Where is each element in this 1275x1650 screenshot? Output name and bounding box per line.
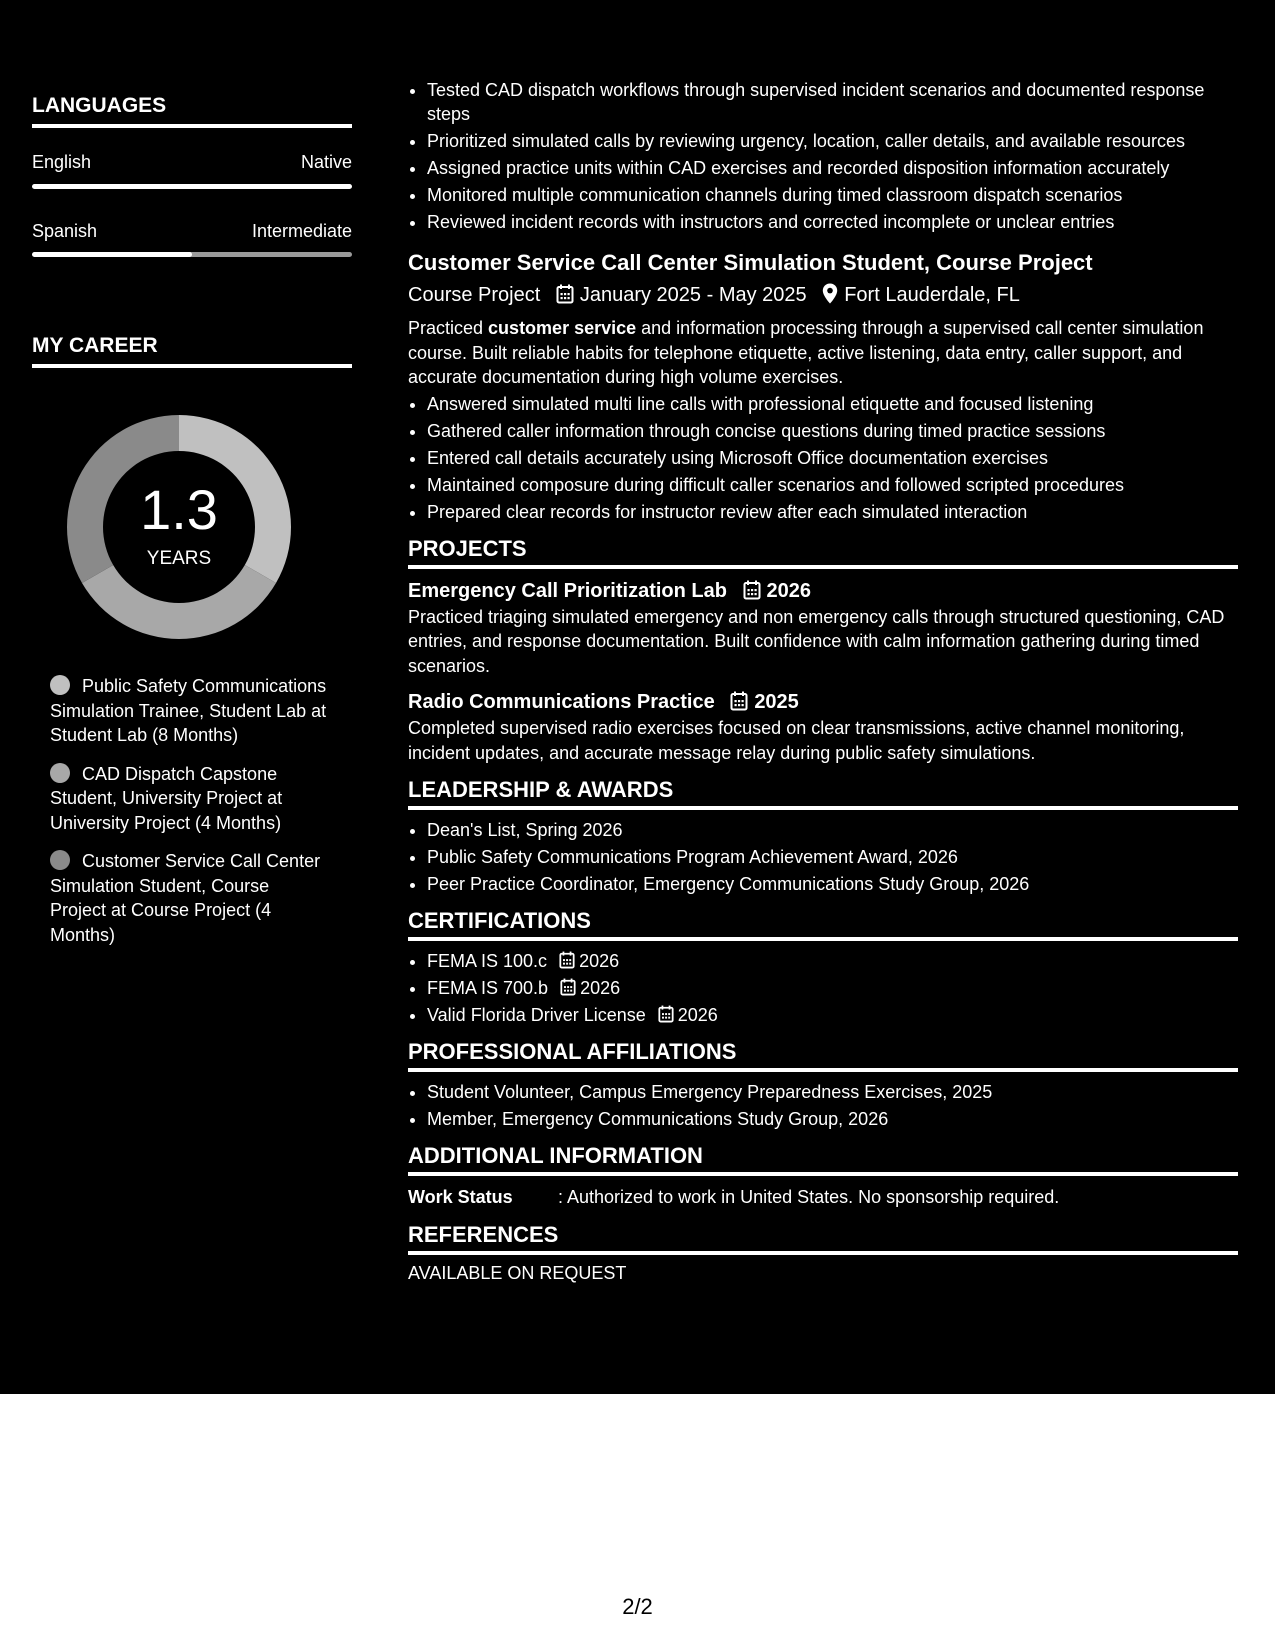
experience-years-unit: YEARS	[146, 548, 212, 569]
calendar-icon	[556, 284, 574, 304]
main-inner	[408, 78, 1238, 1284]
experience-years-value: 1.3	[140, 478, 218, 541]
experience-description	[408, 316, 1238, 390]
project-title	[408, 688, 1238, 716]
project-description: Practiced triaging simulated emergency and non emergency calls through structured questioning, CAD entries, and response documentation. Built confidence with calm information gathering during timed scenarios.	[408, 606, 1225, 676]
list-item: • Student Volunteer, Campus Emergency Preparedness Exercises, 2025	[427, 1080, 1238, 1104]
career-item	[50, 849, 330, 947]
certification-year: 2026	[677, 1005, 718, 1025]
work-status-row	[408, 1184, 1238, 1210]
list-item: • Prioritized simulated calls by reviewing urgency, location, caller details, and available resources	[427, 129, 1238, 153]
list-item: • Member, Emergency Communications Study Group, 2026	[427, 1107, 1238, 1131]
career-list	[50, 674, 330, 961]
list-item: • Dean's List, Spring 2026	[427, 818, 1238, 842]
project-year: 2025	[754, 691, 799, 713]
calendar-icon	[730, 691, 748, 711]
certification-year: 2026	[579, 951, 620, 971]
language-bar-english	[32, 184, 352, 189]
affiliations-list	[408, 1080, 1238, 1131]
language-level: Intermediate	[251, 221, 352, 241]
career-dot-icon	[50, 763, 70, 783]
list-item: • Assigned practice units within CAD exercises and recorded disposition information accurately	[427, 156, 1238, 180]
list-item: • Peer Practice Coordinator, Emergency Communications Study Group, 2026	[427, 872, 1238, 896]
affiliations-heading: PROFESSIONAL AFFILIATIONS	[408, 1039, 1238, 1072]
experience-location: Fort Lauderdale, FL	[844, 284, 1020, 306]
project-description: Completed supervised radio exercises focused on clear transmissions, active channel monitoring, incident updates, and accurate message relay during public safety simulations.	[408, 718, 1185, 763]
career-heading: MY CAREER	[32, 334, 352, 368]
page-number: 2/2	[622, 1594, 653, 1619]
donut-segment	[82, 565, 276, 639]
list-item	[427, 976, 1238, 1000]
project-name: Emergency Call Prioritization Lab	[408, 579, 727, 602]
language-bar-fill	[32, 252, 192, 257]
project-year: 2026	[766, 579, 812, 602]
certification-name: FEMA IS 700.b	[427, 978, 549, 998]
list-item: • Reviewed incident records with instructors and corrected incomplete or unclear entries	[427, 210, 1238, 234]
calendar-icon	[560, 978, 576, 996]
career-item	[50, 762, 330, 836]
experience-entry-meta	[408, 280, 1238, 310]
description-emphasis: customer service	[488, 318, 637, 338]
languages-heading: LANGUAGES	[32, 94, 352, 128]
language-bar-spanish	[32, 252, 352, 257]
language-name: English	[32, 152, 92, 172]
experience-bullets	[408, 392, 1238, 524]
certification-year: 2026	[580, 978, 621, 998]
language-level: Native	[300, 152, 352, 172]
project-name: Radio Communications Practice	[408, 691, 715, 713]
leadership-list	[408, 818, 1238, 896]
calendar-icon	[658, 1005, 674, 1023]
language-row-spanish	[32, 221, 352, 242]
previous-experience-bullets	[408, 78, 1238, 234]
main-content	[380, 0, 1275, 1394]
list-item	[427, 949, 1238, 973]
list-item: • Answered simulated multi line calls with professional etiquette and focused listening	[427, 392, 1238, 416]
language-name: Spanish	[32, 221, 98, 241]
list-item: • Entered call details accurately using Microsoft Office documentation exercises	[427, 446, 1238, 470]
calendar-icon	[743, 580, 761, 600]
language-row-english	[32, 152, 352, 173]
certifications-list	[408, 949, 1238, 1027]
career-dot-icon	[50, 850, 70, 870]
calendar-icon	[559, 951, 575, 969]
list-item: • Public Safety Communications Program Achievement Award, 2026	[427, 845, 1238, 869]
projects-heading: PROJECTS	[408, 536, 1238, 569]
career-item-text: Public Safety Communications Simulation Trainee, Student Lab at Student Lab (8 Months)	[50, 676, 327, 745]
experience-dates: January 2025 - May 2025	[579, 284, 807, 306]
list-item: • Gathered caller information through concise questions during timed practice sessions	[427, 419, 1238, 443]
career-item-text: CAD Dispatch Capstone Student, University Project at University Project (4 Months)	[50, 763, 283, 833]
career-dot-icon	[50, 675, 70, 695]
references-text: AVAILABLE ON REQUEST	[408, 1263, 627, 1283]
leadership-heading: LEADERSHIP & AWARDS	[408, 777, 1238, 810]
list-item: • Monitored multiple communication channels during timed classroom dispatch scenarios	[427, 183, 1238, 207]
list-item	[427, 1003, 1238, 1027]
location-pin-icon	[822, 283, 838, 304]
list-item: • Prepared clear records for instructor review after each simulated interaction	[427, 500, 1238, 524]
description-text: and information processing through a supervised call center simulation course. Built reliable habits for telephone etiquette, active listening, data entry, caller support, and accurate documentation during high volume exercises.	[408, 318, 1204, 387]
experience-company: Course Project	[408, 284, 541, 306]
career-item-text: Customer Service Call Center Simulation Student, Course Project at Course Project (4 Months)	[50, 851, 321, 945]
project-title	[408, 577, 1238, 605]
certification-name: Valid Florida Driver License	[427, 1005, 646, 1025]
certifications-heading: CERTIFICATIONS	[408, 908, 1238, 941]
experience-entry-title: Customer Service Call Center Simulation Student, Course Project	[408, 250, 1093, 275]
certification-name: FEMA IS 100.c	[427, 951, 548, 971]
work-status-value: : Authorized to work in United States. No sponsorship required.	[558, 1187, 1060, 1207]
list-item: • Maintained composure during difficult caller scenarios and followed scripted procedures	[427, 473, 1238, 497]
language-bar-fill	[32, 184, 352, 189]
description-text: Practiced	[408, 318, 489, 338]
career-item	[50, 674, 330, 748]
work-status-label: Work Status	[408, 1187, 513, 1207]
additional-info-heading: ADDITIONAL INFORMATION	[408, 1143, 1238, 1176]
sidebar	[0, 0, 380, 1394]
list-item: • Tested CAD dispatch workflows through supervised incident scenarios and documented response steps	[427, 78, 1238, 126]
references-heading: REFERENCES	[408, 1222, 1238, 1255]
